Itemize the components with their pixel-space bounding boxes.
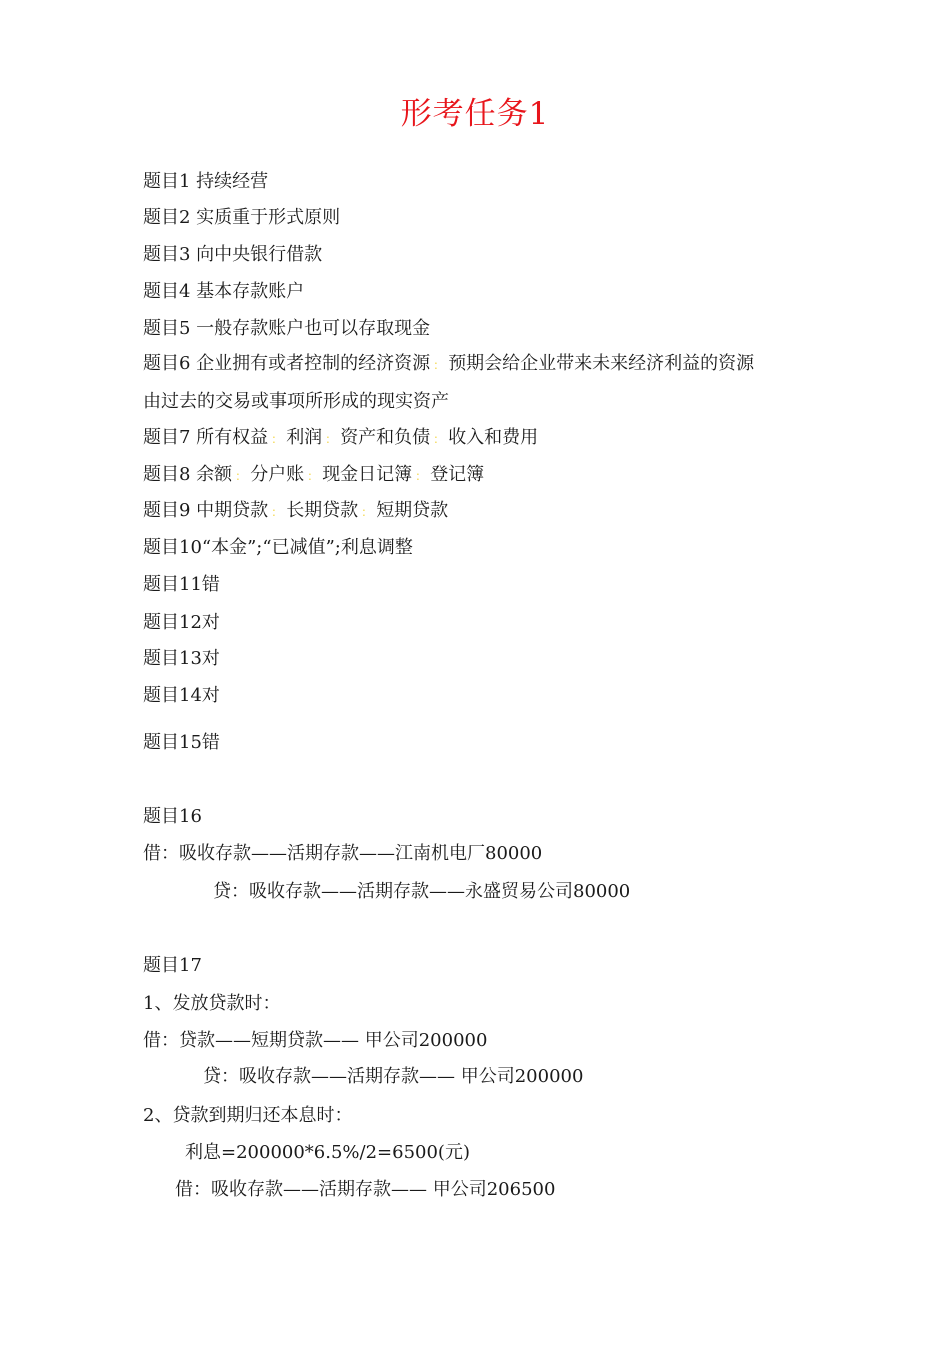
answer-q17-debit2: 借：吸收存款——活期存款—— 甲公司206500 (175, 1179, 556, 1200)
answer-q16-credit: 贷：吸收存款——活期存款——永盛贸易公司80000 (213, 881, 631, 902)
answer-q8-c: 登记簿 (430, 464, 485, 485)
separator (322, 427, 340, 450)
answer-q8-a: 分户账 (250, 464, 305, 485)
answer-q7 (143, 427, 538, 450)
answer-q16-title: 题目16 (143, 806, 202, 827)
answer-q4: 题目4 基本存款账户 (143, 281, 305, 302)
answer-q6-prefix: 题目6 企业拥有或者控制的经济资源 (143, 353, 431, 374)
answer-q8-b: 现金日记簿 (322, 464, 413, 485)
answer-q12: 题目12对 (143, 612, 220, 633)
answer-q6-continuation: 由过去的交易或事项所形成的现实资产 (143, 391, 449, 412)
answer-q9-b: 短期贷款 (376, 500, 449, 521)
separator (268, 500, 286, 523)
answer-q8 (143, 464, 484, 487)
answer-q17-step2: 2、贷款到期归还本息时： (143, 1105, 353, 1126)
answer-q13: 题目13对 (143, 648, 220, 669)
answer-q5: 题目5 一般存款账户也可以存取现金 (143, 318, 431, 339)
answer-q6 (143, 353, 754, 376)
separator (430, 353, 448, 376)
separator (304, 464, 322, 487)
answer-q9-a: 长期贷款 (286, 500, 359, 521)
answer-q16-debit: 借：吸收存款——活期存款——江南机电厂80000 (143, 843, 543, 864)
answer-q7-c: 收入和费用 (448, 427, 539, 448)
answer-q7-prefix: 题目7 所有权益 (143, 427, 269, 448)
answer-q17-debit1: 借：贷款——短期贷款—— 甲公司200000 (143, 1030, 488, 1051)
answer-q9 (143, 500, 448, 523)
answer-q8-prefix: 题目8 余额 (143, 464, 233, 485)
answer-q6-part2: 预期会给企业带来未来经济利益的资源 (448, 353, 755, 374)
answer-q9-prefix: 题目9 中期贷款 (143, 500, 269, 521)
answer-q3: 题目3 向中央银行借款 (143, 244, 323, 265)
separator (232, 464, 250, 487)
separator (412, 464, 430, 487)
answer-q7-b: 资产和负债 (340, 427, 431, 448)
page-title: 形考任务1 (400, 96, 550, 132)
answer-q15: 题目15错 (143, 732, 220, 753)
answer-q17-credit1: 贷：吸收存款——活期存款—— 甲公司200000 (203, 1066, 584, 1087)
answer-q14: 题目14对 (143, 685, 220, 706)
separator (358, 500, 376, 523)
answer-q7-a: 利润 (286, 427, 323, 448)
answer-q17-interest: 利息=200000*6.5%/2=6500(元) (185, 1142, 470, 1163)
answer-q17-title: 题目17 (143, 955, 202, 976)
separator (268, 427, 286, 450)
separator (430, 427, 448, 450)
answer-q2: 题目2 实质重于形式原则 (143, 207, 341, 228)
answer-q11: 题目11错 (143, 574, 220, 595)
answer-q10: 题目10“本金”;“已减值”;利息调整 (143, 537, 413, 558)
answer-q17-step1: 1、发放贷款时： (143, 993, 281, 1014)
answer-q1: 题目1 持续经营 (143, 171, 269, 192)
